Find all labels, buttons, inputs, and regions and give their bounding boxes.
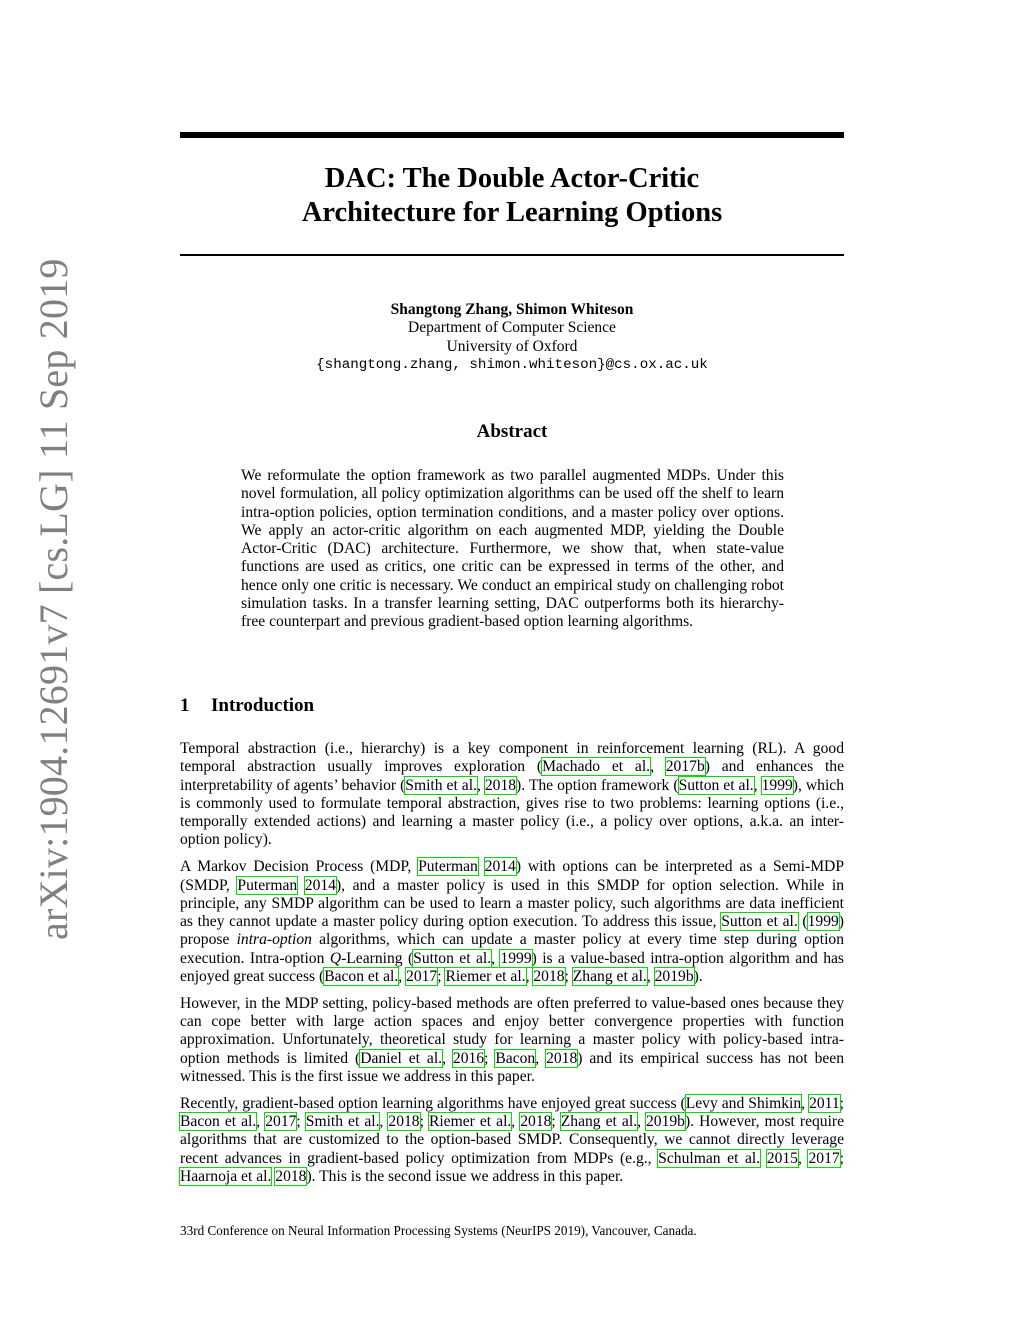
emphasized-term: Q: [329, 949, 342, 967]
citation-link[interactable]: Daniel et al.: [360, 1049, 443, 1067]
arxiv-identifier: arXiv:1904.12691v7 [cs.LG] 11 Sep 2019: [31, 258, 76, 940]
section-heading-introduction: [180, 695, 314, 717]
citation-link[interactable]: 2016: [452, 1049, 485, 1067]
citation-link[interactable]: 2018: [275, 1168, 307, 1186]
citation-link[interactable]: 2018: [388, 1113, 420, 1131]
citation-link[interactable]: Puterman: [237, 876, 298, 894]
intro-paragraph-3: However, in the MDP setting, policy-based methods are often preferred to value-based ones because they can cope better with large action spaces and enjoy better convergence properties with function approximation. Unfortunately, theoretical study for learning a master policy with policy-based intra-option methods is limited (Daniel et al., 2016; Bacon, 2018) and its empirical success has not been witnessed. This is the first issue we address in this paper.: [180, 994, 845, 1086]
citation-link[interactable]: Riemer et al.: [428, 1113, 512, 1131]
intro-paragraph-4: Recently, gradient-based option learning algorithms have enjoyed great success (Levy and Shimkin, 2011; Bacon et al., 2017; Smith et al., 2018; Riemer et al., 2018; Zhang et al., 2019b). However, most require algorithms that are customized to the option-based SMDP. Consequently, we cannot directly leverage recent advances in gradient-based policy optimization from MDPs (e.g., Schulman et al. 2015, 2017; Haarnoja et al. 2018). This is the second issue we address in this paper.: [180, 1094, 845, 1186]
citation-link[interactable]: 2019b: [645, 1113, 685, 1131]
author-block: [180, 301, 844, 375]
citation-link[interactable]: 2017: [265, 1113, 297, 1131]
author-names: Shangtong Zhang, Shimon Whiteson: [390, 301, 634, 318]
citation-link[interactable]: Machado et al.: [542, 758, 651, 776]
citation-link[interactable]: Sutton et al.: [721, 913, 798, 931]
citation-link[interactable]: Bacon et al.: [180, 1113, 257, 1131]
title-bottom-rule: [180, 254, 844, 256]
citation-link[interactable]: 2018: [484, 776, 517, 794]
citation-link[interactable]: Schulman et al.: [658, 1149, 761, 1167]
citation-link[interactable]: Bacon et al.: [324, 968, 399, 986]
paper-title: [180, 162, 844, 230]
citation-link[interactable]: 2018: [546, 1049, 578, 1067]
citation-link[interactable]: 2018: [520, 1113, 552, 1131]
citation-link[interactable]: Bacon: [495, 1049, 536, 1067]
intro-paragraph-1: Temporal abstraction (i.e., hierarchy) is a key component in reinforcement learning (RL). A good temporal abstraction usually improves exploration (Machado et al., 2017b) and enhances the interpretability of agents’ behavior (Smith et al., 2018). The option framework (Sutton et al., 1999), which is commonly used to formulate temporal abstraction, gives rise to two problems: learning options (i.e., temporally extended actions) and learning a master policy (i.e., a policy over options, a.k.a. an inter-option policy).: [180, 740, 844, 849]
citation-link[interactable]: Levy and Shimkin: [685, 1094, 802, 1112]
introduction-body: [180, 740, 844, 1195]
citation-link[interactable]: Smith et al.: [405, 776, 477, 794]
citation-link[interactable]: Smith et al.: [305, 1113, 380, 1131]
abstract-heading: Abstract: [476, 421, 548, 442]
author-university: University of Oxford: [446, 337, 578, 355]
citation-link[interactable]: 2018: [533, 968, 565, 986]
citation-link[interactable]: 1999: [807, 913, 839, 931]
citation-link[interactable]: Puterman: [418, 858, 478, 876]
citation-link[interactable]: 1999: [500, 949, 532, 967]
title-top-rule: [180, 132, 844, 138]
citation-link[interactable]: 2019b: [654, 968, 694, 986]
citation-link[interactable]: 2017: [808, 1149, 840, 1167]
section-title: Introduction: [211, 695, 315, 716]
citation-link[interactable]: 2015: [766, 1149, 798, 1167]
citation-link[interactable]: Zhang et al.: [572, 968, 647, 986]
citation-link[interactable]: 2014: [304, 876, 336, 894]
section-number: 1: [180, 695, 190, 716]
citation-link[interactable]: Haarnoja et al.: [180, 1168, 272, 1186]
citation-link[interactable]: Sutton et al.: [678, 776, 754, 794]
title-line-1: DAC: The Double Actor-Critic: [324, 163, 700, 194]
title-line-2: Architecture for Learning Options: [301, 197, 723, 228]
citation-link[interactable]: 2014: [484, 858, 516, 876]
author-department: Department of Computer Science: [408, 319, 616, 337]
citation-link[interactable]: 2017b: [665, 758, 705, 776]
citation-link[interactable]: 2011: [809, 1094, 840, 1112]
author-email: {shangtong.zhang, shimon.whiteson}@cs.ox.ac.uk: [316, 357, 708, 374]
abstract-text: We reformulate the option framework as two parallel augmented MDPs. Under this novel formulation, all policy optimization algorithms can be used off the shelf to learn intra-option policies, option termination conditions, and a master policy over options. We apply an actor-critic algorithm on each augmented MDP, yielding the Double Actor-Critic (DAC) architecture. Furthermore, we show that, when state-value functions are used as critics, one critic can be expressed in terms of the other, and hence only one critic is necessary. We conduct an empirical study on challenging robot simulation tasks. In a transfer learning setting, DAC outperforms both its hierarchy-free counterpart and previous gradient-based option learning algorithms.: [241, 467, 784, 631]
intro-paragraph-2: A Markov Decision Process (MDP, Puterman 2014) with options can be interpreted as a Semi-MDP (SMDP, Puterman 2014), and a master policy is used in this SMDP for option selection. While in principle, any SMDP algorithm can be used to learn a master policy, such algorithms are data inefficient as they cannot update a master policy during option execution. To address this issue, Sutton et al. (1999) propose intra-option algorithms, which can update a master policy at every time step during option execution. Intra-option Q-Learning (Sutton et al., 1999) is a value-based intra-option algorithm and has enjoyed great success (Bacon et al., 2017; Riemer et al., 2018; Zhang et al., 2019b).: [180, 858, 845, 986]
citation-link[interactable]: Riemer et al.: [445, 968, 526, 986]
emphasized-term: intra-option: [236, 931, 312, 949]
citation-link[interactable]: Sutton et al.: [413, 949, 492, 967]
citation-link[interactable]: Zhang et al.: [560, 1113, 638, 1131]
citation-link[interactable]: 1999: [761, 776, 793, 794]
citation-link[interactable]: 2017: [406, 968, 438, 986]
conference-footnote: 33rd Conference on Neural Information Processing Systems (NeurIPS 2019), Vancouver, Canada.: [180, 1223, 697, 1238]
